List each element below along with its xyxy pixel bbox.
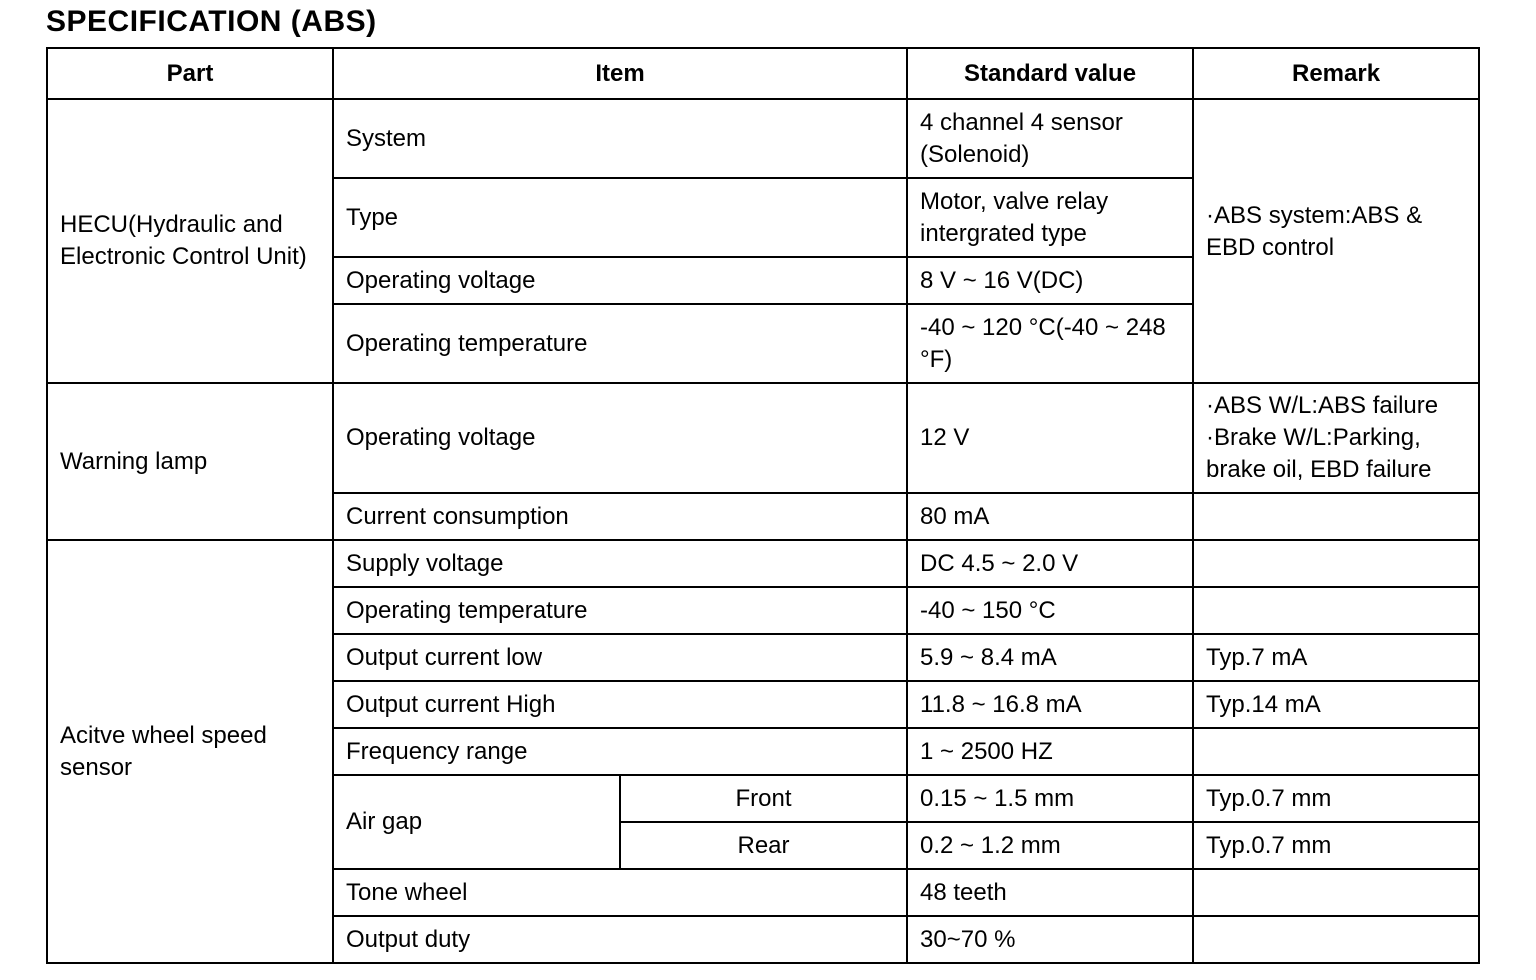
value-cell: DC 4.5 ~ 2.0 V bbox=[907, 540, 1193, 587]
value-cell: 4 channel 4 sensor (Solenoid) bbox=[907, 99, 1193, 178]
item-cell: Tone wheel bbox=[333, 869, 907, 916]
remark-cell bbox=[1193, 869, 1479, 916]
air-gap-front-label: Front bbox=[620, 775, 907, 822]
value-cell: 12 V bbox=[907, 383, 1193, 493]
part-wheel-speed-sensor: Acitve wheel speed sensor bbox=[47, 540, 333, 963]
table-row bbox=[47, 540, 1479, 587]
specification-table bbox=[46, 47, 1480, 964]
remark-cell bbox=[1193, 493, 1479, 540]
item-cell: System bbox=[333, 99, 907, 178]
item-cell: Supply voltage bbox=[333, 540, 907, 587]
remark-cell bbox=[1193, 916, 1479, 963]
part-hecu: HECU(Hydraulic and Electronic Control Unit) bbox=[47, 99, 333, 383]
header-part: Part bbox=[47, 48, 333, 99]
header-row bbox=[47, 48, 1479, 99]
header-standard-value: Standard value bbox=[907, 48, 1193, 99]
item-cell: Output current High bbox=[333, 681, 907, 728]
item-cell: Output current low bbox=[333, 634, 907, 681]
remark-hecu: ·ABS system:ABS & EBD control bbox=[1193, 99, 1479, 383]
item-cell: Frequency range bbox=[333, 728, 907, 775]
value-cell: Motor, valve relay intergrated type bbox=[907, 178, 1193, 257]
page-title: SPECIFICATION (ABS) bbox=[46, 5, 377, 38]
remark-cell bbox=[1193, 540, 1479, 587]
value-cell: 1 ~ 2500 HZ bbox=[907, 728, 1193, 775]
remark-cell bbox=[1193, 587, 1479, 634]
value-cell: -40 ~ 150 °C bbox=[907, 587, 1193, 634]
remark-cell: Typ.7 mA bbox=[1193, 634, 1479, 681]
header-remark: Remark bbox=[1193, 48, 1479, 99]
value-cell: 0.15 ~ 1.5 mm bbox=[907, 775, 1193, 822]
item-cell: Operating voltage bbox=[333, 257, 907, 304]
remark-cell: ·ABS W/L:ABS failure ·Brake W/L:Parking, brake oil, EBD failure bbox=[1193, 383, 1479, 493]
table-row bbox=[47, 99, 1479, 178]
remark-cell: Typ.0.7 mm bbox=[1193, 822, 1479, 869]
remark-cell bbox=[1193, 728, 1479, 775]
value-cell: 8 V ~ 16 V(DC) bbox=[907, 257, 1193, 304]
value-cell: 0.2 ~ 1.2 mm bbox=[907, 822, 1193, 869]
table-row bbox=[47, 383, 1479, 493]
item-cell: Type bbox=[333, 178, 907, 257]
item-cell: Output duty bbox=[333, 916, 907, 963]
header-item: Item bbox=[333, 48, 907, 99]
item-cell: Operating temperature bbox=[333, 587, 907, 634]
value-cell: 80 mA bbox=[907, 493, 1193, 540]
item-cell: Operating voltage bbox=[333, 383, 907, 493]
part-warning-lamp: Warning lamp bbox=[47, 383, 333, 540]
value-cell: 30~70 % bbox=[907, 916, 1193, 963]
value-cell: 48 teeth bbox=[907, 869, 1193, 916]
air-gap-rear-label: Rear bbox=[620, 822, 907, 869]
remark-cell: Typ.0.7 mm bbox=[1193, 775, 1479, 822]
value-cell: 5.9 ~ 8.4 mA bbox=[907, 634, 1193, 681]
remark-cell: Typ.14 mA bbox=[1193, 681, 1479, 728]
item-cell: Operating temperature bbox=[333, 304, 907, 383]
value-cell: -40 ~ 120 °C(-40 ~ 248 °F) bbox=[907, 304, 1193, 383]
item-cell: Current consumption bbox=[333, 493, 907, 540]
item-air-gap: Air gap bbox=[333, 775, 620, 869]
value-cell: 11.8 ~ 16.8 mA bbox=[907, 681, 1193, 728]
